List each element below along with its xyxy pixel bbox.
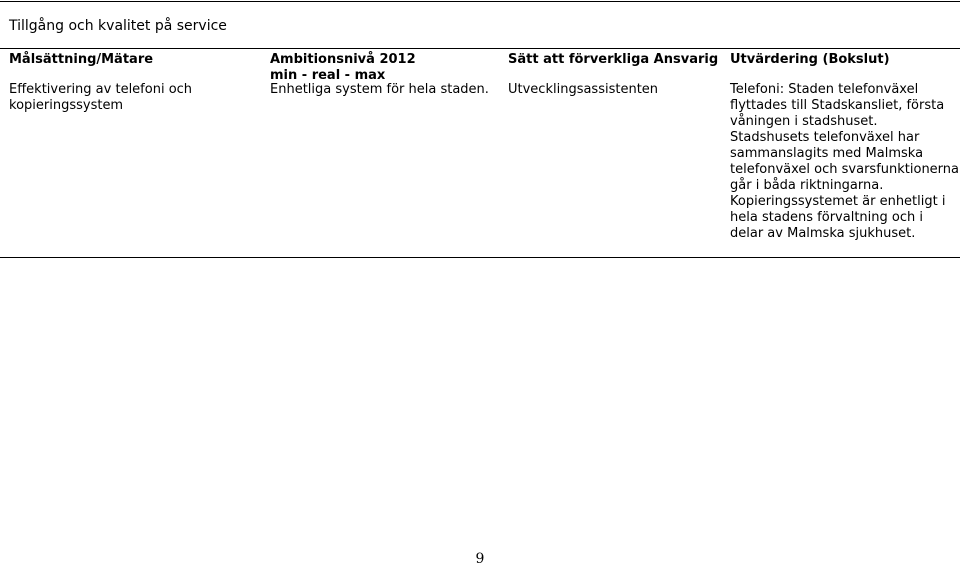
section-title: Tillgång och kvalitet på service (9, 18, 227, 34)
cell-responsible: Utvecklingsassistenten (508, 82, 659, 97)
cell-goal: Effektivering av telefoni och kopieringssystem (9, 82, 193, 113)
table-top-rule (0, 1, 960, 2)
header-evaluation: Utvärdering (Bokslut) (730, 52, 890, 67)
header-ambition (270, 52, 505, 84)
table-header-rule (0, 48, 960, 49)
header-ambition-line1: Ambitionsnivå 2012 (270, 52, 416, 67)
header-ambition-line2: min - real - max (270, 68, 386, 83)
header-goal: Målsättning/Mätare (9, 52, 154, 67)
page-number: 9 (475, 551, 485, 567)
table-bottom-rule (0, 257, 960, 258)
header-way: Sätt att förverkliga Ansvarig (508, 52, 719, 67)
cell-evaluation: Telefoni: Staden telefonväxel flyttades till Stadskansliet, första våningen i stadshuset. Stadshusets telefonväxel har sammanslagits med Malmska telefonväxel och svarsfunktionerna går i båda riktningarna. Kopieringssystemet är enhetligt i hela stadens förvaltning och i delar av Malmska sjukhuset. (730, 82, 959, 241)
cell-ambition: Enhetliga system för hela staden. (270, 82, 489, 97)
